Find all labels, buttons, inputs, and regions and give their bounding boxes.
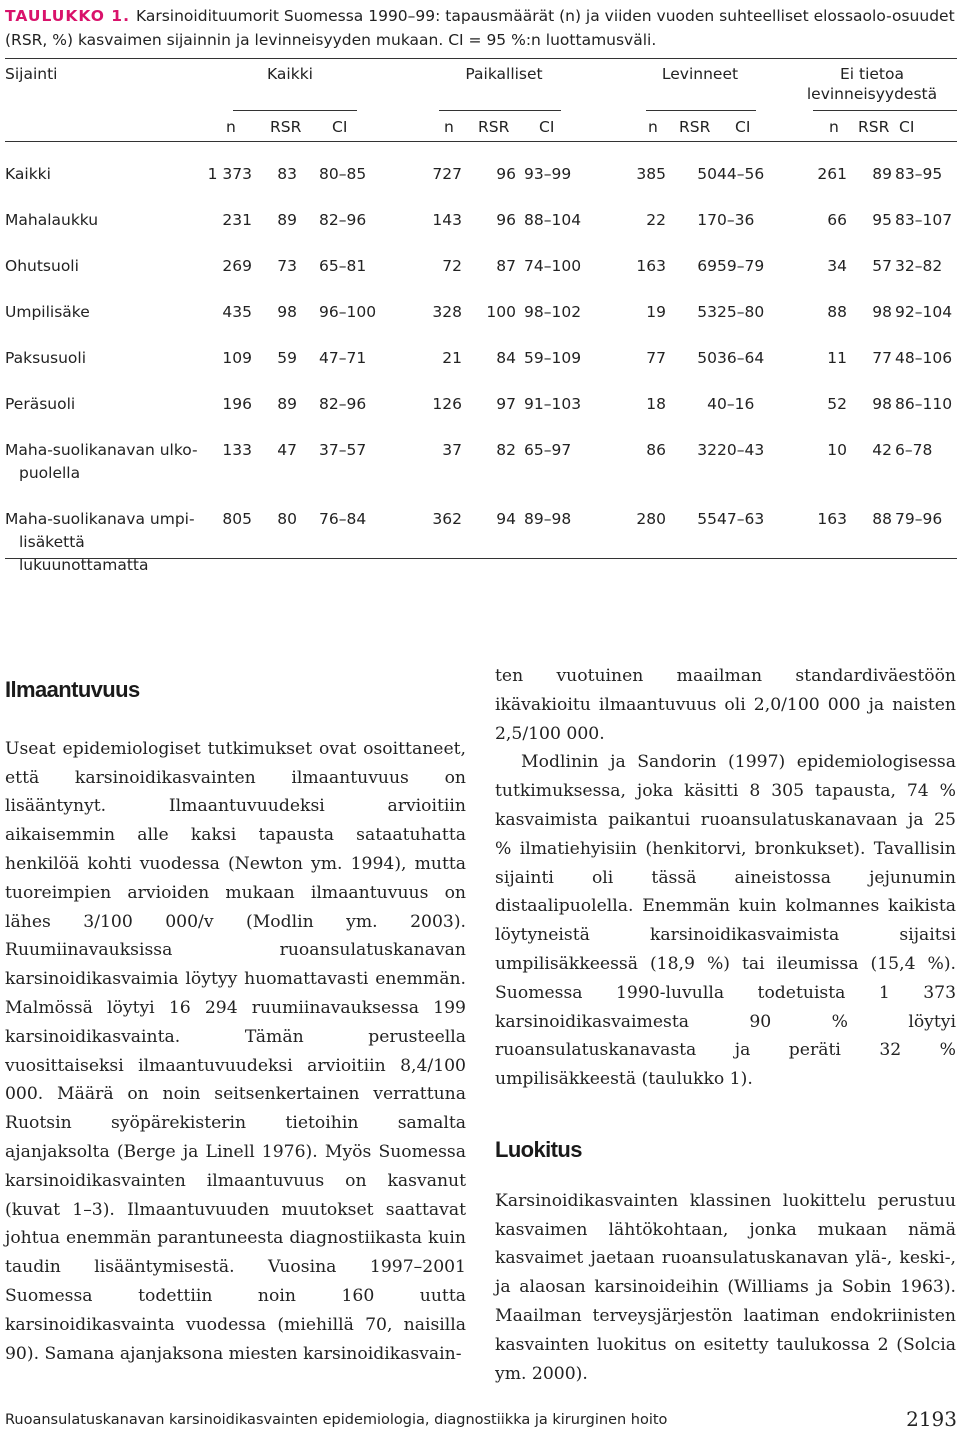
subheader-n: n bbox=[226, 118, 236, 136]
table-cell: 133 bbox=[222, 441, 252, 459]
table-cell: 73 bbox=[277, 257, 297, 275]
table-cell: 82–96 bbox=[319, 211, 367, 229]
table-cell: 98 bbox=[872, 395, 892, 413]
subheader-ci: CI bbox=[899, 118, 915, 136]
row-label bbox=[5, 347, 205, 370]
subheader-rsr: RSR bbox=[270, 118, 302, 136]
table-cell: 6–78 bbox=[895, 441, 933, 459]
paragraph-ilmaantuvuus: Useat epidemiologiset tutkimukset ovat osoittaneet, että karsinoidikasvainten ilmaantuvuus on lisääntynyt. Ilmaantuvuudeksi arvioitiin aikaisemmin alle kaksi tapausta sataatuhatta henkilöä kohti vuodessa (Newton ym. 1994), mutta tuoreimpien arvioiden mukaan ilmaantuvuus on lähes 3/100 000/v (Modlin ym. 2003). Ruumiinavauksissa ruoansulatuskanavan karsinoidikasvaimia löytyy huomattavasti enemmän. Malmössä löytyi 16 294 ruumiinavauksessa 199 karsinoidikasvainta. Tämän perusteella vuosittaiseksi ilmaantuvuudeksi arvioitiin 8,4/100 000. Määrä on noin seitsenkertainen verrattuna Ruotsin syöpärekisterin tietoihin samalta ajanjaksolta (Berge ja Linell 1976). Myös Suomessa karsinoidikasvainten ilmaantuvuus on kasvanut (kuvat 1–3). Ilmaantuvuuden muutokset saattavat johtua enemmän parantuneesta diagnostiikasta kuin taudin lisääntymisestä. Vuosina 1997–2001 Suomessa todettiin noin 160 uutta karsinoidikasvainta vuodessa (miehillä 70, naisilla 90). Samana ajanjaksona miesten karsinoidikasvain- bbox=[5, 738, 466, 1364]
table-cell: 37 bbox=[442, 441, 462, 459]
group-header-local: Paikalliset bbox=[465, 65, 543, 83]
row-label bbox=[5, 209, 205, 232]
subheader-n: n bbox=[829, 118, 839, 136]
group-header-all: Kaikki bbox=[267, 65, 313, 83]
table-caption bbox=[5, 4, 957, 52]
row-label-line: Ohutsuoli bbox=[5, 257, 79, 275]
table-cell: 76–84 bbox=[319, 510, 367, 528]
row-label-line: puolella bbox=[19, 464, 81, 482]
paragraph-continued: ten vuotuinen maailman standardiväestöön ikävakioitu ilmaantuvuus oli 2,0/100 000 ja naisten 2,5/100 000. bbox=[495, 666, 956, 744]
group-underline-local bbox=[439, 110, 561, 111]
table-cell: 80 bbox=[277, 510, 297, 528]
group-header-metastatic: Levinneet bbox=[661, 65, 739, 83]
table-cell: 0–16 bbox=[717, 395, 755, 413]
subheader-ci: CI bbox=[539, 118, 555, 136]
table-cell: 50 bbox=[697, 349, 717, 367]
table-top-rule bbox=[5, 58, 957, 59]
table-cell: 74–100 bbox=[524, 257, 582, 275]
table-cell: 57 bbox=[872, 257, 892, 275]
table-cell: 22 bbox=[646, 211, 666, 229]
row-label bbox=[5, 439, 205, 485]
table-cell: 109 bbox=[222, 349, 252, 367]
table-cell: 59 bbox=[277, 349, 297, 367]
table-cell: 89 bbox=[872, 165, 892, 183]
table-cell: 79–96 bbox=[895, 510, 943, 528]
subheader-n: n bbox=[444, 118, 454, 136]
row-label bbox=[5, 255, 205, 278]
table-caption-label: TAULUKKO 1. bbox=[5, 7, 130, 25]
row-label-line: Maha-suolikanavan ulko- bbox=[5, 441, 198, 459]
table-header-rule bbox=[5, 141, 957, 142]
table-cell: 98–102 bbox=[524, 303, 582, 321]
row-label-line: Kaikki bbox=[5, 165, 51, 183]
table-cell: 4 bbox=[707, 395, 717, 413]
table-cell: 163 bbox=[636, 257, 666, 275]
row-label-line: Paksusuoli bbox=[5, 349, 87, 367]
table-cell: 97 bbox=[496, 395, 516, 413]
table-cell: 385 bbox=[636, 165, 666, 183]
table-cell: 50 bbox=[697, 165, 717, 183]
table-cell: 53 bbox=[697, 303, 717, 321]
table-cell: 196 bbox=[222, 395, 252, 413]
table-cell: 82 bbox=[496, 441, 516, 459]
table-cell: 83 bbox=[277, 165, 297, 183]
row-label bbox=[5, 393, 205, 416]
row-label-line: lisäkettä lukuunottamatta bbox=[19, 533, 149, 574]
table-cell: 69 bbox=[697, 257, 717, 275]
table-cell: 44–56 bbox=[717, 165, 765, 183]
table-cell: 328 bbox=[432, 303, 462, 321]
table-cell: 65–81 bbox=[319, 257, 367, 275]
table-cell: 47–63 bbox=[717, 510, 765, 528]
table-cell: 0–36 bbox=[717, 211, 755, 229]
page-number: 2193 bbox=[906, 1407, 957, 1431]
table-cell: 77 bbox=[646, 349, 666, 367]
table-cell: 77 bbox=[872, 349, 892, 367]
table-cell: 92–104 bbox=[895, 303, 953, 321]
table-cell: 25–80 bbox=[717, 303, 765, 321]
table-cell: 83–107 bbox=[895, 211, 953, 229]
table-cell: 20–43 bbox=[717, 441, 765, 459]
table-cell: 87 bbox=[496, 257, 516, 275]
table-cell: 91–103 bbox=[524, 395, 582, 413]
table-cell: 88–104 bbox=[524, 211, 582, 229]
row-label-line: Maha-suolikanava umpi- bbox=[5, 510, 195, 528]
running-footer: Ruoansulatuskanavan karsinoidikasvainten epidemiologia, diagnostiikka ja kirurginen hoito bbox=[5, 1412, 668, 1428]
table-cell: 163 bbox=[817, 510, 847, 528]
table-cell: 86 bbox=[646, 441, 666, 459]
table-cell: 80–85 bbox=[319, 165, 367, 183]
subheader-rsr: RSR bbox=[478, 118, 510, 136]
table-cell: 100 bbox=[486, 303, 516, 321]
table-cell: 47 bbox=[277, 441, 297, 459]
table-cell: 59–109 bbox=[524, 349, 582, 367]
table-cell: 88 bbox=[827, 303, 847, 321]
table-cell: 98 bbox=[277, 303, 297, 321]
subheader-rsr: RSR bbox=[858, 118, 890, 136]
table-cell: 52 bbox=[827, 395, 847, 413]
table-cell: 59–79 bbox=[717, 257, 765, 275]
table-cell: 96 bbox=[496, 165, 516, 183]
table-cell: 21 bbox=[442, 349, 462, 367]
table-cell: 18 bbox=[646, 395, 666, 413]
table-cell: 32–82 bbox=[895, 257, 943, 275]
table-cell: 48–106 bbox=[895, 349, 953, 367]
table-cell: 37–57 bbox=[319, 441, 367, 459]
table-cell: 143 bbox=[432, 211, 462, 229]
table-cell: 94 bbox=[496, 510, 516, 528]
row-label-line: Umpilisäke bbox=[5, 303, 90, 321]
table-cell: 82–96 bbox=[319, 395, 367, 413]
table-cell: 727 bbox=[432, 165, 462, 183]
table-cell: 280 bbox=[636, 510, 666, 528]
table-cell: 98 bbox=[872, 303, 892, 321]
heading-ilmaantuvuus: Ilmaantuvuus bbox=[5, 677, 140, 702]
row-label bbox=[5, 301, 205, 324]
table-cell: 96–100 bbox=[319, 303, 377, 321]
table-cell: 42 bbox=[872, 441, 892, 459]
subheader-ci: CI bbox=[735, 118, 751, 136]
table-caption-text: Karsinoidituumorit Suomessa 1990–99: tapausmäärät (n) ja viiden vuoden suhteelliset elossaolo-osuudet (RSR, %) kasvaimen sijainnin ja levinneisyyden mukaan. CI = 95 %:n luottamusväli. bbox=[5, 7, 955, 49]
table-bottom-rule bbox=[5, 558, 957, 559]
table-cell: 261 bbox=[817, 165, 847, 183]
table-cell: 36–64 bbox=[717, 349, 765, 367]
header-location: Sijainti bbox=[5, 65, 58, 83]
row-label bbox=[5, 508, 205, 577]
table-cell: 126 bbox=[432, 395, 462, 413]
table-cell: 19 bbox=[646, 303, 666, 321]
table-cell: 55 bbox=[697, 510, 717, 528]
table-cell: 95 bbox=[872, 211, 892, 229]
table-cell: 65–97 bbox=[524, 441, 572, 459]
table-cell: 86–110 bbox=[895, 395, 953, 413]
table-cell: 11 bbox=[827, 349, 847, 367]
table-cell: 1 373 bbox=[207, 165, 252, 183]
subheader-n: n bbox=[648, 118, 658, 136]
group-underline-metastatic bbox=[646, 110, 756, 111]
row-label bbox=[5, 163, 205, 186]
table-cell: 269 bbox=[222, 257, 252, 275]
table-cell: 34 bbox=[827, 257, 847, 275]
group-underline-unknown bbox=[813, 110, 957, 111]
table-cell: 93–99 bbox=[524, 165, 572, 183]
subheader-ci: CI bbox=[332, 118, 348, 136]
table-cell: 435 bbox=[222, 303, 252, 321]
table-cell: 362 bbox=[432, 510, 462, 528]
table-cell: 96 bbox=[496, 211, 516, 229]
table-cell: 17 bbox=[697, 211, 717, 229]
table-cell: 84 bbox=[496, 349, 516, 367]
group-header-unknown: Ei tietoa levinneisyydestä bbox=[806, 65, 938, 103]
row-label-line: Mahalaukku bbox=[5, 211, 99, 229]
table-cell: 47–71 bbox=[319, 349, 367, 367]
table-cell: 88 bbox=[872, 510, 892, 528]
row-label-line: Peräsuoli bbox=[5, 395, 76, 413]
paragraph-luokitus: Karsinoidikasvainten klassinen luokittelu perustuu kasvaimen lähtökohtaan, jonka mukaan nämä kasvaimet jaetaan ruoansulatuskanavan ylä-, keski-, ja alaosan karsinoideihin (Williams ja Sobin 1963). Maailman terveysjärjestön laatiman endokriinisten kasvainten luokitus on esitetty taulukossa 2 (Solcia ym. 2000). bbox=[495, 1190, 956, 1384]
table-cell: 89 bbox=[277, 395, 297, 413]
table-cell: 10 bbox=[827, 441, 847, 459]
subheader-rsr: RSR bbox=[679, 118, 711, 136]
table-cell: 83–95 bbox=[895, 165, 943, 183]
table-cell: 89–98 bbox=[524, 510, 572, 528]
table-cell: 32 bbox=[697, 441, 717, 459]
right-column bbox=[495, 662, 956, 1388]
paragraph-modlin: Modlinin ja Sandorin (1997) epidemiologisessa tutkimuksessa, joka käsitti 8 305 tapausta, 74 % kasvaimista paikantui ruoansulatuskanavaan ja 25 % ilmatiehyisiin (henkitorvi, bronkukset). Tavallisin sijainti oli tässä aineistossa jejunumin distaalipuolella. Enemmän kuin kolmannes kaikista löytyneistä karsinoidikasvaimista sijaitsi umpilisäkkeessä (18,9 %) tai ileumissa (15,4 %). Suomessa 1990-luvulla todetuista 1 373 karsinoidikasvaimesta 90 % löytyi ruoansulatuskanavasta ja peräti 32 % umpilisäkkeestä (taulukko 1). bbox=[495, 752, 956, 1090]
left-column bbox=[5, 676, 466, 1368]
table-cell: 89 bbox=[277, 211, 297, 229]
table-cell: 72 bbox=[442, 257, 462, 275]
table-cell: 805 bbox=[222, 510, 252, 528]
table-cell: 66 bbox=[827, 211, 847, 229]
group-underline-all bbox=[233, 110, 357, 111]
heading-luokitus: Luokitus bbox=[495, 1136, 582, 1162]
table-cell: 231 bbox=[222, 211, 252, 229]
